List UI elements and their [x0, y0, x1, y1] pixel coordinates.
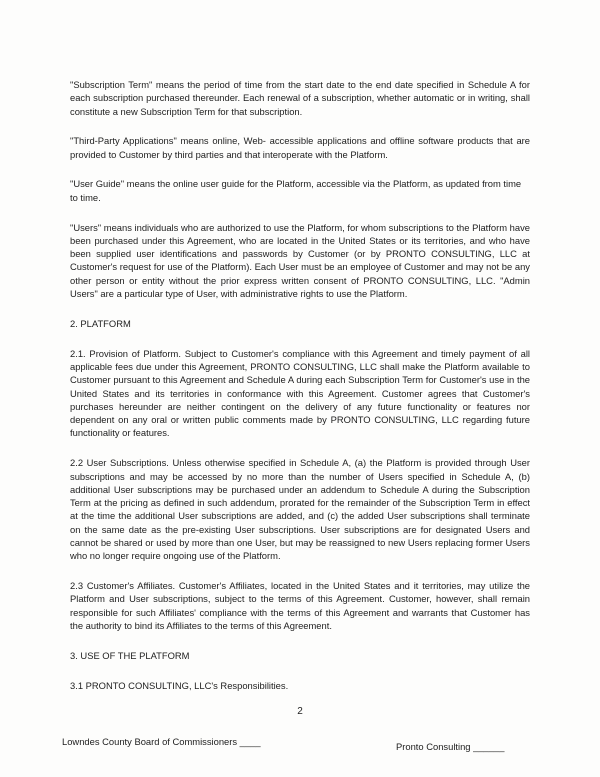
- definition-third-party-applications: "Third-Party Applications" means online, Web- accessible applications and offline software products that are provided to Customer by third parties and that interoperate with the Platform.: [70, 135, 530, 160]
- clause-3-1-heading: 3.1 PRONTO CONSULTING, LLC's Responsibilities.: [70, 679, 289, 691]
- clause-2-1: 2.1. Provision of Platform. Subject to Customer's compliance with this Agreement and timely payment of all applicable fees due under this Agreement, PRONTO CONSULTING, LLC shall make the Platform available to Customer pursuant to this Agreement and Schedule A during each Subscription Term for Customer's use in the United States and its territories in conformance with this Agreement. Customer agrees that Customer's purchases hereunder are neither contingent on the delivery of any future functionality or features nor dependent on any oral or written public comments made by PRONTO CONSULTING, LLC regarding future functionality or features.: [70, 347, 530, 439]
- definition-users: "Users" means individuals who are authorized to use the Platform, for whom subscriptions to the Platform have been purchased under this Agreement, who are located in the United States or its territories, and who have been supplied user identifications and passwords by Customer (or by PRONTO CONSULTING, LLC at Customer's request for use of the Platform). Each User must be an employee of Customer and may not be any other person or entity without the prior express written consent of PRONTO CONSULTING, LLC. "Admin Users" are a particular type of User, with administrative rights to use the Platform.: [70, 221, 530, 300]
- page-number: 2: [297, 706, 303, 717]
- clause-2-3: 2.3 Customer's Affiliates. Customer's Affiliates, located in the United States and it territories, may utilize the Platform and User subscriptions, subject to the terms of this Agreement. Customer, however, shall remain responsible for such Affiliates' compliance with the terms of this Agreement and warrants that Customer has the authority to bind its Affiliates to the terms of this Agreement.: [70, 580, 530, 631]
- clause-2-2: 2.2 User Subscriptions. Unless otherwise specified in Schedule A, (a) the Platform is provided through User subscriptions and may be accessed by no more than the number of Users specified in Schedule A, (b) additional User subscriptions may be purchased under an addendum to Schedule A during the Subscription Term at the pricing as defined in such addendum, prorated for the remainder of the Subscription Term in effect at the time the additional User subscriptions are added, and (c) the added User subscriptions shall terminate on the same date as the pre-existing User subscriptions. User subscriptions are for designated Users and cannot be shared or used by more than one User, but may be reassigned to new Users replacing former Users who no longer require ongoing use of the Platform.: [70, 457, 530, 562]
- section-3-heading: 3. USE OF THE PLATFORM: [70, 649, 190, 661]
- definition-subscription-term: "Subscription Term" means the period of time from the start date to the end date specified in Schedule A for each subscription purchased thereunder. Each renewal of a subscription, whether automatic or in writing, shall constitute a new Subscription Term for that subscription.: [70, 79, 530, 117]
- footer-initials-county: Lowndes County Board of Commissioners ____: [62, 736, 261, 747]
- footer-initials-pronto: Pronto Consulting ______: [396, 741, 505, 752]
- section-2-heading: 2. PLATFORM: [70, 317, 131, 329]
- definition-user-guide: "User Guide" means the online user guide for the Platform, accessible via the Platform, as updated from time to time.: [70, 178, 522, 203]
- document-body: [70, 78, 530, 708]
